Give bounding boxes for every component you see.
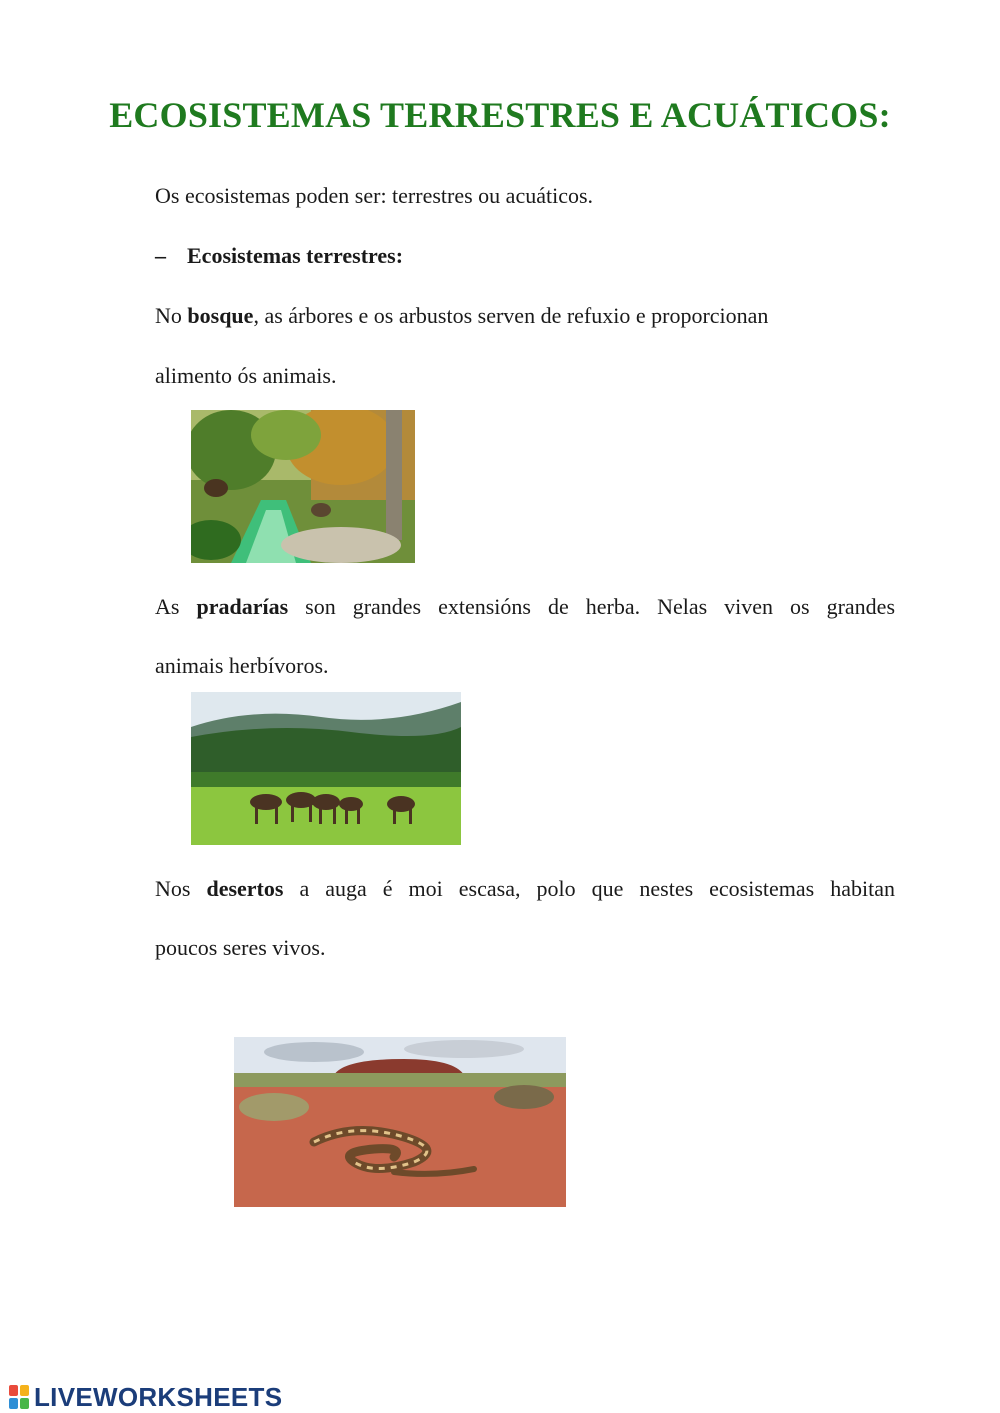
forest-paragraph-line2: alimento ós animais. [155, 363, 337, 388]
page-title: ECOSISTEMAS TERRESTRES E ACUÁTICOS: [109, 95, 891, 135]
prairie-image [191, 692, 461, 845]
intro-paragraph: Os ecosistemas poden ser: terrestres ou acuáticos. [155, 183, 594, 208]
desert-keyword: desertos [206, 876, 284, 901]
desert-line1-post: a auga é moi escasa, polo que nestes ecosistemas habitan [283, 876, 895, 901]
forest-pre: No [155, 303, 188, 328]
prairie-line1-post: son grandes extensións de herba. Nelas viven os grandes [288, 594, 896, 619]
forest-keyword: bosque [187, 303, 254, 328]
liveworksheets-logo-icon [8, 1384, 30, 1410]
section-heading [155, 244, 895, 268]
prairie-paragraph-line1 [155, 595, 895, 619]
section-heading-text: Ecosistemas terrestres: [187, 243, 404, 268]
desert-pre: Nos [155, 876, 207, 901]
forest-image [191, 410, 415, 563]
desert-image [234, 1037, 566, 1207]
forest-line1-post: , as árbores e os arbustos serven de refuxio e proporcionan [253, 303, 769, 328]
liveworksheets-logo [8, 1382, 282, 1412]
prairie-pre: As [155, 594, 197, 619]
desert-paragraph-line2: poucos seres vivos. [155, 935, 326, 960]
prairie-paragraph-line2: animais herbívoros. [155, 653, 329, 678]
bullet-dash: – [155, 243, 166, 268]
desert-paragraph-line1 [155, 877, 895, 901]
prairie-keyword: pradarías [196, 594, 289, 619]
liveworksheets-logo-text: LIVEWORKSHEETS [34, 1381, 283, 1412]
forest-paragraph-line1 [155, 304, 895, 328]
